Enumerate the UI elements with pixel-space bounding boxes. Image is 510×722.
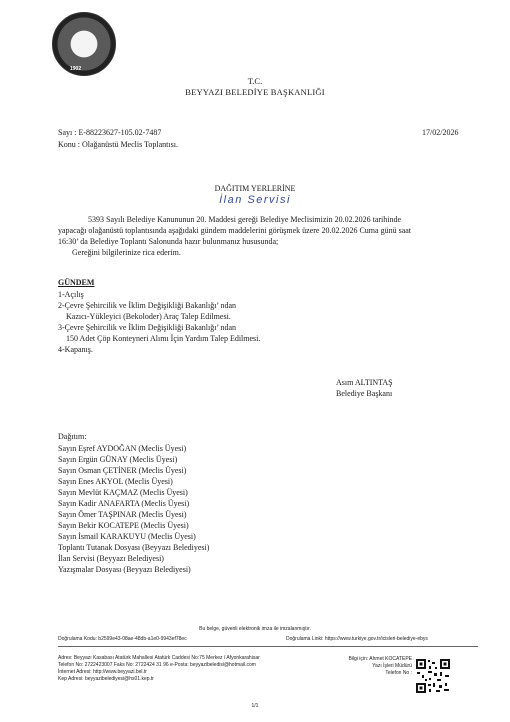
- dagitim-item: Yazışmalar Dosyası (Beyyazı Belediyesi): [58, 565, 191, 574]
- body-line-2: yapacağı olağanüstü toplantısında aşağıdaki gündem maddelerini görüşmek üzere 20.02.2026 Cuma günü saat: [58, 226, 412, 235]
- agenda-item: 1-Açılış: [58, 290, 84, 299]
- agenda-item: 3-Çevre Şehircilik ve İklim Değişikliği Bakanlığı’ ndan: [58, 323, 237, 332]
- verification-code: Doğrulama Kodu: b2599e43-08ae-48db-a1e0-9943ef78ec: [58, 636, 187, 642]
- dagitim-item: Sayın Osman ÇETİNER (Meclis Üyesi): [58, 466, 187, 475]
- agenda-item: Kazıcı-Yükleyici (Bekoloder) Araç Talep Edilmesi.: [66, 312, 231, 321]
- signatory-title: Belediye Başkanı: [336, 389, 393, 398]
- agenda-title: GÜNDEM: [58, 278, 95, 287]
- body-line-3: 16:30’ da Belediye Toplantı Salonunda hazır bulunmanız hususunda;: [58, 237, 279, 246]
- dagitim-item: Sayın Enes AKYOL (Meclis Üyesi): [58, 477, 173, 486]
- body-line-1: 5393 Sayılı Belediye Kanununun 20. Maddesi gereği Belediye Meclisimizin 20.02.2026 tarihinde: [88, 215, 402, 224]
- agenda-item: 150 Adet Çöp Konteyneri Alımı İçin Yardım Talep Edilmesi.: [66, 334, 261, 343]
- dagitim-item: Sayın Ergün GÜNAY (Meclis Üyesi): [58, 455, 178, 464]
- esign-note: Bu belge, güvenli elektronik imza ile imzalanmıştır.: [199, 626, 311, 632]
- doc-number: Sayı : E-88223627-105.02-7487: [58, 128, 162, 137]
- dagitim-title: Dağıtım:: [58, 432, 87, 441]
- dagitim-item: Sayın Bekir KOCATEPE (Meclis Üyesi): [58, 521, 189, 530]
- dagitim-item: Sayın Kadir ANAFARTA (Meclis Üyesi): [58, 499, 190, 508]
- contact-name: Bilgi için: Ahmet KOCATEPE: [348, 656, 412, 662]
- signatory-name: Asım ALTINTAŞ: [336, 378, 393, 387]
- dagitim-item: Sayın Mevlüt KAÇMAZ (Meclis Üyesi): [58, 488, 188, 497]
- doc-subject: Konu : Olağanüstü Meclis Toplantısı.: [58, 140, 178, 149]
- footer-divider: [58, 646, 478, 647]
- header-institution: BEYYAZI BELEDİYE BAŞKANLIĞI: [185, 87, 325, 97]
- municipality-seal-icon: [52, 12, 116, 76]
- verification-link[interactable]: Doğrulama Linki: https://www.turkiye.gov.tr/icisleri-belediye-ebys: [286, 636, 428, 642]
- footer-address: Adres: Beyyazı Kasabası Atatürk Mahallesi Atatürk Caddesi No:75 Merkez / Afyonkarahisar: [58, 655, 260, 661]
- footer-kep: Kep Adresi: beyyazibelediyesi@hs01.kep.tr: [58, 676, 154, 682]
- footer-phone: Telefon No: 2722423007 Faks No: 2722424 31 96 e-Posta: beyyazibeledisi@hotmail.com: [58, 662, 256, 668]
- body-line-4: Gereğini bilgilerinize rica ederim.: [72, 248, 181, 257]
- dagitim-item: Toplantı Tutanak Dosyası (Beyyazı Belediyesi): [58, 543, 210, 552]
- page-number: 1/1: [251, 703, 259, 709]
- dagitim-item: Sayın Ömer TAŞPINAR (Meclis Üyesi): [58, 510, 187, 519]
- seal-year: 1902: [70, 66, 82, 72]
- handwritten-note: İlan Servisi: [219, 194, 291, 206]
- agenda-item: 2-Çevre Şehircilik ve İklim Değişikliği Bakanlığı’ ndan: [58, 301, 237, 310]
- doc-date: 17/02/2026: [422, 128, 459, 137]
- agenda-item: 4-Kapanış.: [58, 345, 93, 354]
- dagitim-item: Sayın Eşref AYDOĞAN (Meclis Üyesi): [58, 444, 187, 453]
- contact-phone: Telefon No :: [385, 670, 412, 676]
- contact-title: Yazı İşleri Müdürü: [372, 663, 412, 669]
- header-tc: T.C.: [247, 76, 263, 86]
- dagitim-item: Sayın İsmail KARAKUYU (Meclis Üyesi): [58, 532, 196, 541]
- distribution-title: DAĞITIM YERLERİNE: [214, 184, 296, 193]
- dagitim-item: İlan Servisi (Beyyazı Belediyesi): [58, 554, 164, 563]
- footer-web[interactable]: İnternet Adresi: http://www.beyyazi.bel.tr: [58, 669, 147, 675]
- qr-code-icon: [415, 658, 451, 694]
